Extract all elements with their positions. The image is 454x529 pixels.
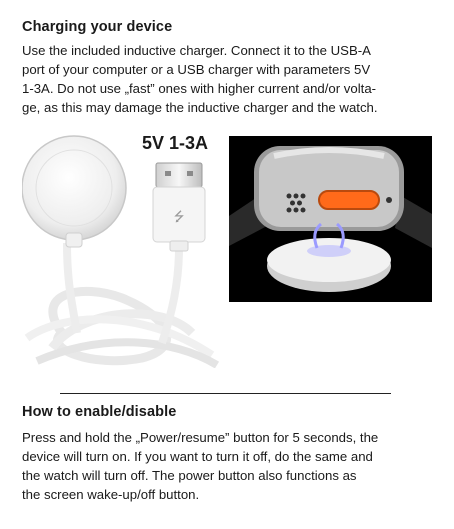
power-spec-label: 5V 1-3A (142, 133, 209, 153)
section-heading-charging: Charging your device (22, 19, 173, 35)
text-line: device will turn on. If you want to turn it off, do the same and (22, 449, 373, 464)
svg-text:⭍: ⭍ (173, 210, 185, 225)
section-heading-enable-disable: How to enable/disable (22, 404, 177, 420)
text-line: Use the included inductive charger. Connect it to the USB-A (22, 43, 371, 58)
text-line: ge, as this may damage the inductive charger and the watch. (22, 100, 378, 115)
text-line: port of your computer or a USB charger with parameters 5V (22, 62, 371, 77)
text-line: the watch will turn off. The power button also functions as (22, 468, 357, 483)
charger-illustration (22, 133, 222, 368)
power-instructions (22, 428, 440, 504)
text-line: 1-3A. Do not use „fast” ones with higher current and/or volta- (22, 81, 377, 96)
text-line: Press and hold the „Power/resume” button for 5 seconds, the (22, 430, 379, 445)
charging-instructions (22, 41, 440, 117)
watch-on-charger-photo (229, 136, 432, 302)
section-divider (60, 393, 391, 394)
text-line: the screen wake-up/off button. (22, 487, 200, 502)
